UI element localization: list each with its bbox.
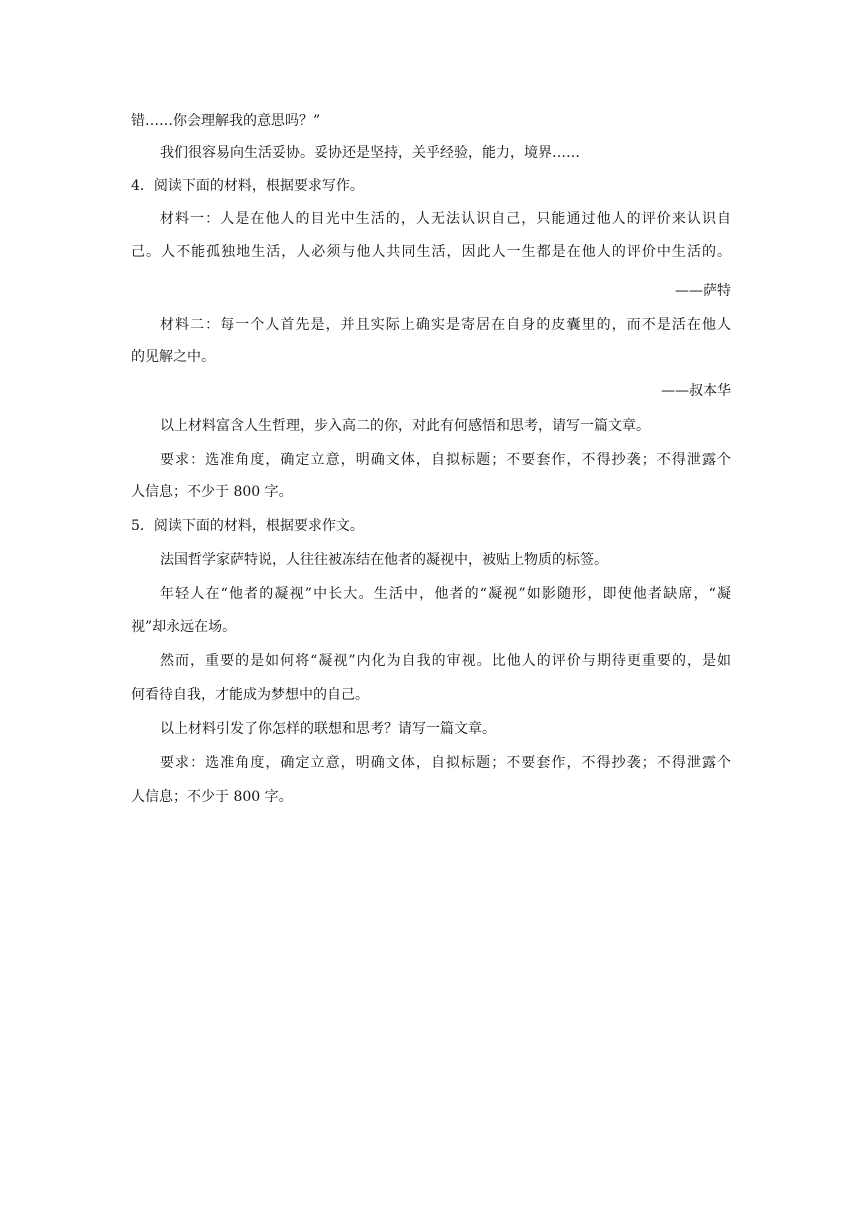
paragraph-line: 然而，重要的是如何将“凝视”内化为自我的审视。比他人的评价与期待更重要的，是如 bbox=[160, 653, 731, 669]
paragraph-line: 材料一：人是在他人的目光中生活的，人无法认识自己，只能通过他人的评价来认识自 bbox=[160, 211, 731, 227]
paragraph-line: 法国哲学家萨特说，人往往被冻结在他者的凝视中，被贴上物质的标签。 bbox=[160, 552, 608, 568]
paragraph-line: 以上材料富含人生哲理，步入高二的你，对此有何感悟和思考，请写一篇文章。 bbox=[160, 418, 650, 434]
paragraph-line: 何看待自我，才能成为梦想中的自己。 bbox=[131, 687, 369, 703]
paragraph-line: 以上材料引发了你怎样的联想和思考？请写一篇文章。 bbox=[160, 721, 496, 737]
question-heading: 5．阅读下面的材料，根据要求作文。 bbox=[131, 518, 364, 534]
requirement-line: 人信息；不少于 800 字。 bbox=[131, 789, 293, 805]
author-attribution: ——萨特 bbox=[675, 283, 731, 299]
text-line: 错……你会理解我的意思吗？” bbox=[131, 113, 321, 129]
question-heading: 4．阅读下面的材料，根据要求写作。 bbox=[131, 178, 364, 194]
requirement-line: 要求：选准角度，确定立意，明确文体，自拟标题；不要套作，不得抄袭；不得泄露个 bbox=[160, 452, 731, 468]
author-attribution: ——叔本华 bbox=[661, 383, 731, 399]
paragraph-line: 己。人不能孤独地生活，人必须与他人共同生活，因此人一生都是在他人的评价中生活的。 bbox=[131, 244, 731, 260]
paragraph-line: 的见解之中。 bbox=[131, 349, 215, 365]
requirement-line: 要求：选准角度，确定立意，明确文体，自拟标题；不要套作，不得抄袭；不得泄露个 bbox=[160, 755, 731, 771]
paragraph-line: 年轻人在“他者的凝视”中长大。生活中，他者的“凝视”如影随形，即使他者缺席，“凝 bbox=[160, 586, 731, 602]
requirement-line: 人信息；不少于 800 字。 bbox=[131, 484, 293, 500]
paragraph-line: 材料二：每一个人首先是，并且实际上确实是寄居在自身的皮囊里的，而不是活在他人 bbox=[160, 317, 731, 333]
text-line: 我们很容易向生活妥协。妥协还是坚持，关乎经验，能力，境界…… bbox=[160, 145, 580, 161]
paragraph-line: 视”却永远在场。 bbox=[131, 619, 237, 635]
